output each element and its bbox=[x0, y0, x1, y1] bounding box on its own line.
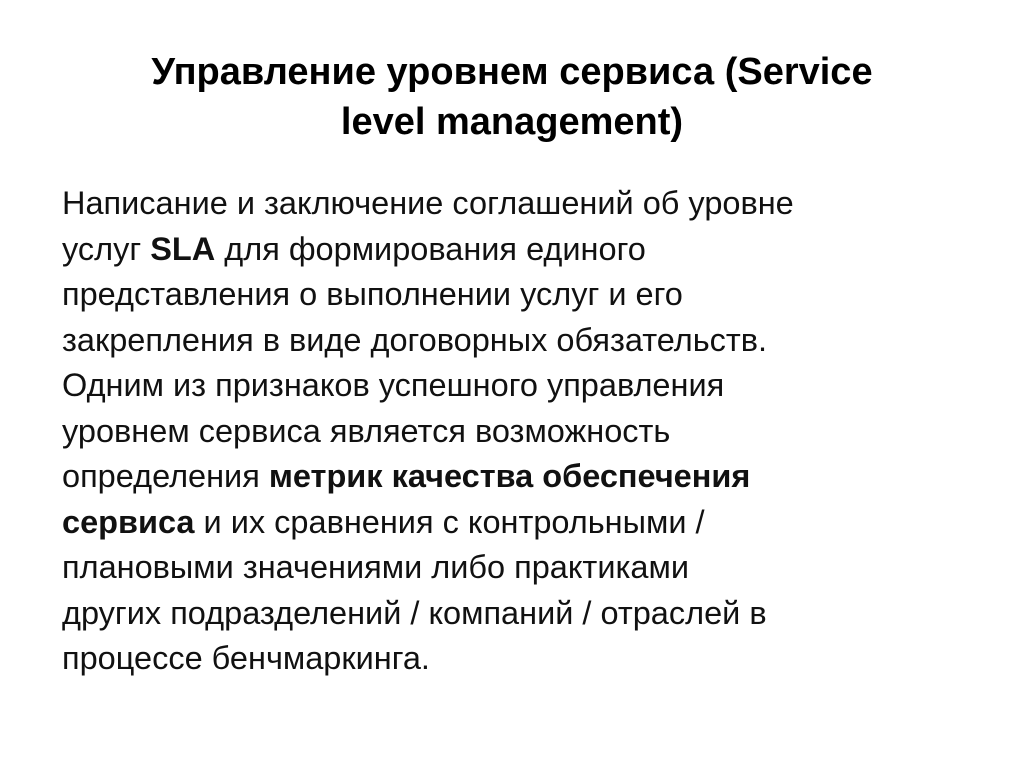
body-line-10: других подразделений / компаний / отраслей в bbox=[62, 594, 767, 631]
body-line-7 bbox=[62, 454, 982, 500]
sla-term: SLA bbox=[150, 230, 216, 267]
body-line-5: Одним из признаков успешного управления bbox=[62, 367, 725, 403]
body-text-segment: для формирования единого bbox=[215, 230, 646, 267]
quality-metrics-term-continued: сервиса bbox=[62, 503, 195, 540]
body-line-2 bbox=[62, 227, 982, 273]
body-line-1: Написание и заключение соглашений об уровне bbox=[62, 185, 794, 221]
quality-metrics-term: метрик качества обеспечения bbox=[268, 458, 751, 494]
body-text-segment: определения bbox=[62, 458, 269, 494]
slide-title-line-1: Управление уровнем сервиса (Service bbox=[151, 51, 873, 93]
body-text-segment: и их сравнения с контрольными / bbox=[194, 503, 705, 540]
body-line-6: уровнем сервиса является возможность bbox=[62, 412, 671, 449]
slide-title-line-2: level management) bbox=[340, 101, 684, 143]
body-line-11: процессе бенчмаркинга. bbox=[62, 640, 430, 676]
body-line-8 bbox=[62, 500, 982, 546]
body-line-9: плановыми значениями либо практиками bbox=[62, 549, 689, 585]
slide-title bbox=[40, 47, 984, 147]
slide-body-text bbox=[62, 181, 982, 682]
body-text-segment: услуг bbox=[62, 230, 151, 267]
body-line-3: представления о выполнении услуг и его bbox=[62, 276, 683, 312]
body-line-4: закрепления в виде договорных обязательств. bbox=[62, 321, 768, 358]
